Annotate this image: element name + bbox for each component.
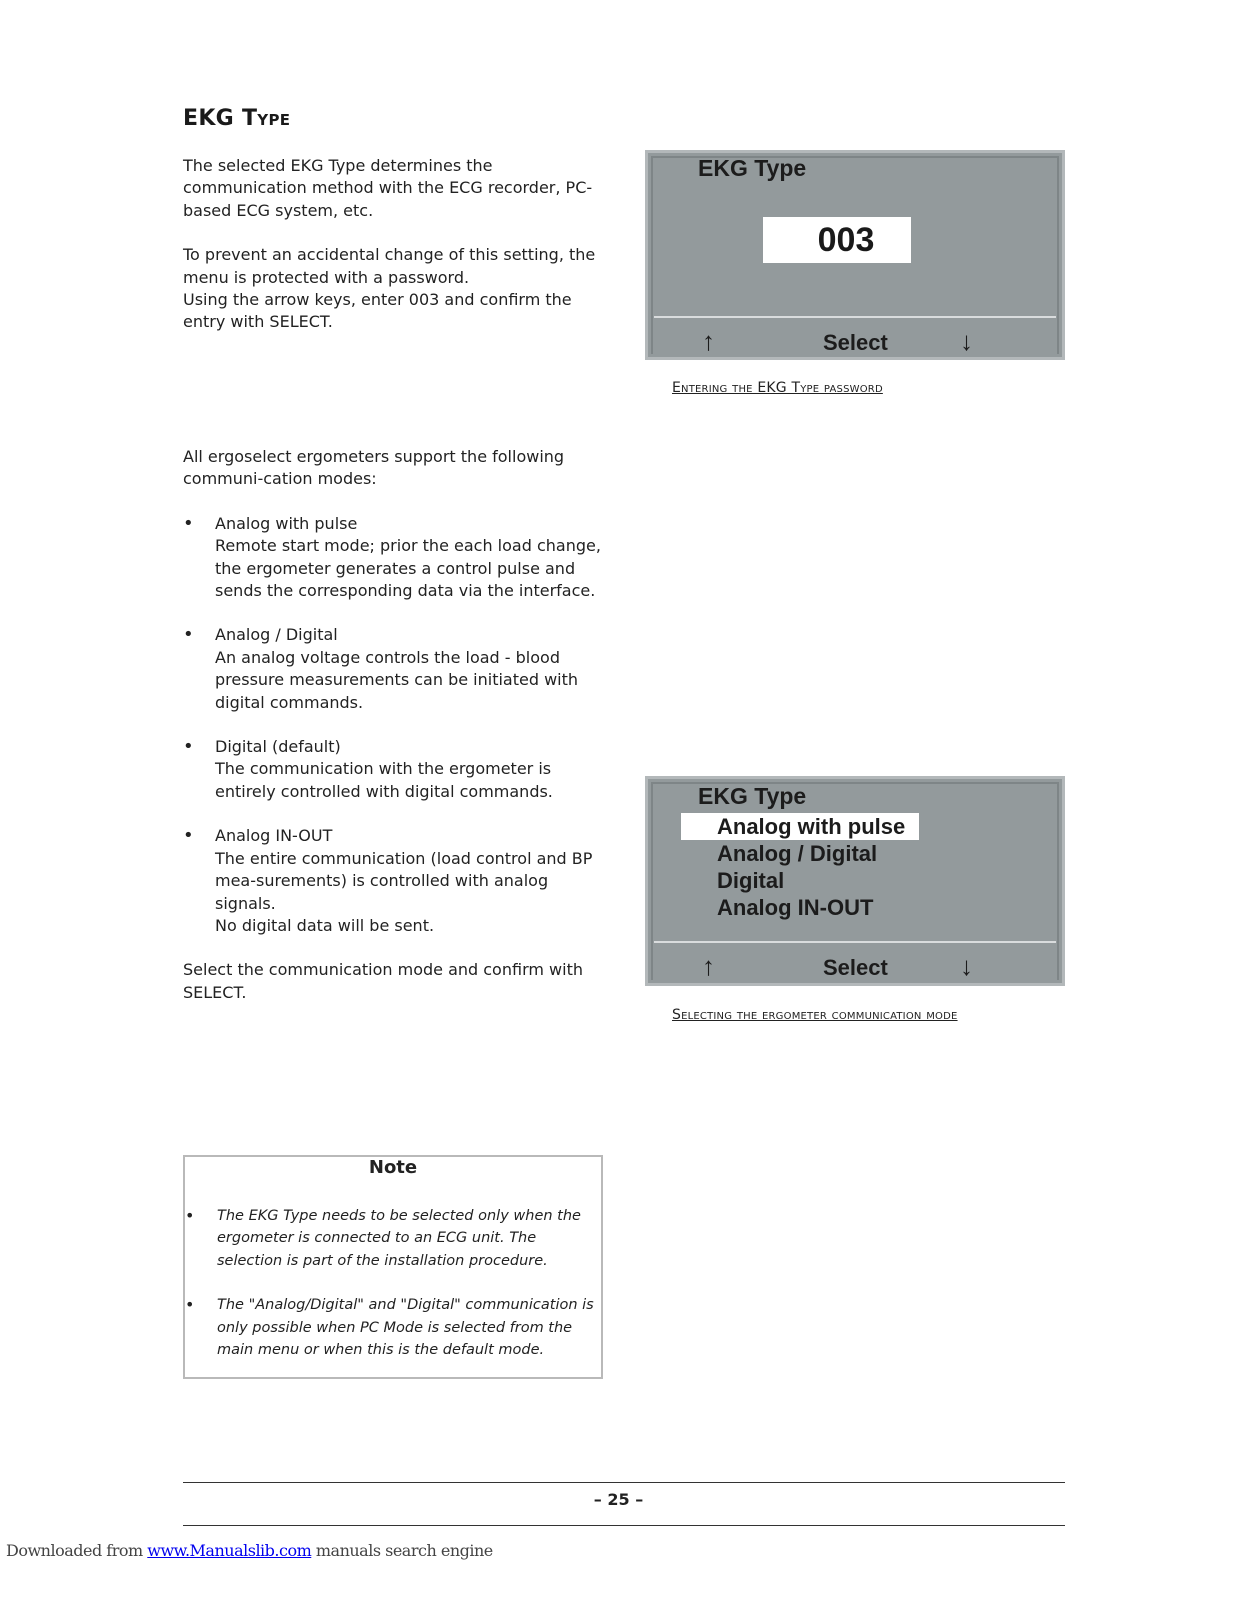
mode-description: The entire communication (load control and BP mea-surements) is controlled with analog signals. (215, 848, 593, 913)
lcd-password-screen (645, 150, 1065, 360)
modes-list (183, 513, 608, 938)
lcd-title: EKG Type (698, 783, 807, 809)
list-item (183, 736, 608, 803)
note-item: • The EKG Type needs to be selected only when the ergometer is connected to an ECG unit. The selection is part of the installation procedure. (185, 1205, 605, 1272)
section-heading: EKG Type (183, 106, 291, 131)
select-label: Select (823, 955, 888, 980)
page-number: – 25 – (593, 1490, 644, 1509)
figure-caption-modes: Selecting the ergometer communication mode (672, 1007, 958, 1023)
mode-description: An analog voltage controls the load - blood pressure measurements can be initiated with digital commands. (215, 647, 579, 712)
mode-title: • Analog with pulse (215, 513, 358, 533)
modes-text (183, 446, 608, 1004)
lcd-separator (654, 941, 1056, 943)
mode-description-extra: No digital data will be sent. (215, 915, 435, 935)
select-label: Select (823, 330, 888, 355)
intro-paragraph-2: To prevent an accidental change of this setting, the menu is protected with a password. (183, 245, 596, 287)
tagline-text: manuals search engine (311, 1541, 493, 1560)
mode-option[interactable]: Analog IN-OUT (717, 895, 874, 920)
list-item (183, 825, 608, 937)
lcd-footer (648, 320, 1062, 360)
mode-title: • Analog / Digital (215, 625, 338, 645)
list-item (183, 624, 608, 714)
footer-rule-bottom (183, 1525, 1065, 1526)
figure-caption-password: Entering the EKG Type password (672, 380, 883, 396)
mode-option-selected[interactable]: Analog with pulse (681, 813, 919, 840)
mode-option[interactable]: Analog / Digital (717, 841, 878, 866)
download-source (6, 1541, 493, 1560)
manualslib-link[interactable]: www.Manualslib.com (147, 1541, 312, 1560)
up-arrow-icon: ↑ (702, 951, 715, 981)
mode-title: • Analog IN-OUT (215, 826, 333, 846)
footer-rule-top (183, 1482, 1065, 1483)
note-item: • The "Analog/Digital" and "Digital" communication is only possible when PC Mode is selected from the main menu or when this is the default mode. (185, 1294, 605, 1361)
intro-paragraph-3: Using the arrow keys, enter 003 and confirm the entry with SELECT. (183, 290, 572, 332)
intro-text (183, 155, 603, 334)
lcd-separator (654, 316, 1056, 318)
mode-option[interactable]: Digital (717, 868, 785, 893)
list-item (183, 513, 608, 603)
note-box (183, 1155, 603, 1379)
mode-options-list (681, 813, 919, 921)
select-instruction: Select the communication mode and confirm with SELECT. (183, 960, 583, 1002)
up-arrow-icon: ↑ (702, 326, 715, 356)
down-arrow-icon: ↓ (960, 326, 973, 356)
modes-intro: All ergoselect ergometers support the following communi-cation modes: (183, 447, 565, 489)
down-arrow-icon: ↓ (960, 951, 973, 981)
mode-description: Remote start mode; prior the each load change, the ergometer generates a control pulse and sends the corresponding data via the interface. (215, 536, 601, 601)
lcd-mode-screen (645, 776, 1065, 986)
password-value: 003 (763, 217, 911, 263)
mode-description: The communication with the ergometer is entirely controlled with digital commands. (215, 759, 553, 801)
mode-title: • Digital (default) (215, 737, 341, 757)
lcd-title: EKG Type (698, 155, 807, 181)
note-title: Note (368, 1157, 418, 1178)
note-list (185, 1205, 605, 1383)
intro-paragraph-1: The selected EKG Type determines the communication method with the ECG recorder, PC-based ECG system, etc. (183, 156, 593, 220)
downloaded-from-text: Downloaded from (6, 1541, 143, 1560)
lcd-footer (648, 945, 1062, 985)
